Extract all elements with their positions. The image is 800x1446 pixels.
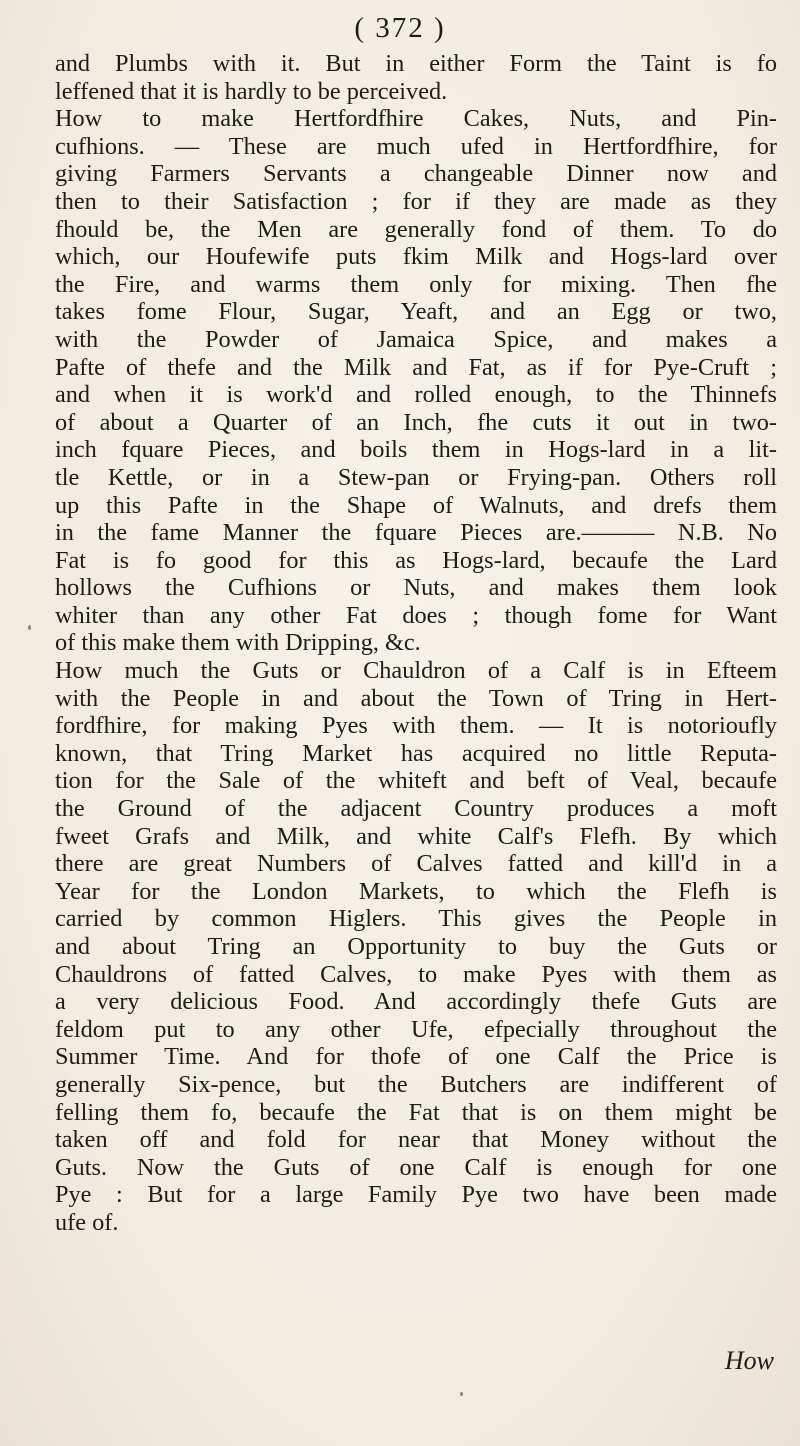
text-line: and about Tring an Opportunity to buy the Guts or	[55, 933, 777, 960]
text-line: taken off and fold for near that Money without the	[55, 1126, 777, 1154]
text-line: up this Pafte in the Shape of Walnuts, and drefs them	[55, 491, 777, 519]
text-line: takes fome Flour, Sugar, Yeaft, and an Egg or two,	[55, 298, 777, 326]
text-line: giving Farmers Servants a changeable Dinner now and	[55, 160, 777, 188]
text-line: which, our Houfewife puts fkim Milk and Hogs-lard over	[55, 243, 777, 271]
text-line: Fat is fo good for this as Hogs-lard, becaufe the Lard	[55, 546, 777, 574]
text-line: Pafte of thefe and the Milk and Fat, as if for Pye-Cruft ;	[55, 353, 777, 381]
paper-speck	[460, 1392, 463, 1396]
text-line: in the fame Manner the fquare Pieces are.——— N.B. No	[55, 519, 777, 547]
text-line: with the People in and about the Town of Tring in Hert-	[55, 684, 777, 712]
text-line: with the Powder of Jamaica Spice, and makes a	[55, 325, 777, 353]
text-line: whiter than any other Fat does ; though fome for Want	[55, 601, 777, 629]
text-line: carried by common Higlers. This gives the People in	[55, 905, 777, 933]
text-line: fhould be, the Men are generally fond of them. To do	[55, 215, 777, 243]
text-line: Chauldrons of fatted Calves, to make Pyes with them as	[55, 960, 777, 988]
text-line: the Fire, and warms them only for mixing. Then fhe	[55, 270, 777, 298]
text-line: Summer Time. And for thofe of one Calf the Price is	[55, 1043, 777, 1071]
text-line: of about a Quarter of an Inch, fhe cuts it out in two-	[55, 408, 777, 436]
text-line: How to make Hertfordfhire Cakes, Nuts, and Pin-	[55, 105, 777, 133]
text-line: there are great Numbers of Calves fatted and kill'd in a	[55, 850, 777, 878]
text-line: Year for the London Markets, to which the Flefh is	[55, 877, 777, 905]
text-line: and Plumbs with it. But in either Form the Taint is fo	[55, 50, 777, 77]
text-line: felling them fo, becaufe the Fat that is on them might be	[55, 1098, 777, 1126]
text-line: tion for the Sale of the whiteft and beft of Veal, becaufe	[55, 767, 777, 795]
text-line: hollows the Cufhions or Nuts, and makes them look	[55, 574, 777, 602]
paper-speck	[28, 625, 31, 630]
page-number: ( 372 )	[354, 12, 446, 44]
text-line: How much the Guts or Chauldron of a Calf is in Efteem	[55, 657, 777, 685]
text-line: a very delicious Food. And accordingly thefe Guts are	[55, 988, 777, 1016]
text-line: generally Six-pence, but the Butchers are indifferent of	[55, 1070, 777, 1098]
text-line: Pye : But for a large Family Pye two have been made	[55, 1181, 777, 1209]
text-line: cufhions. — These are much ufed in Hertfordfhire, for	[55, 132, 777, 160]
catchword: How	[724, 1346, 774, 1375]
text-line: fordfhire, for making Pyes with them. — It is notorioufly	[55, 712, 777, 740]
text-line: Guts. Now the Guts of one Calf is enough for one	[55, 1153, 777, 1181]
body-text	[55, 50, 777, 1237]
text-line: and when it is work'd and rolled enough, to the Thinnefs	[55, 381, 777, 409]
text-line: known, that Tring Market has acquired no little Reputa-	[55, 739, 777, 767]
text-line: inch fquare Pieces, and boils them in Hogs-lard in a lit-	[55, 436, 777, 464]
text-line: ufe of.	[55, 1208, 119, 1236]
text-line: the Ground of the adjacent Country produces a moft	[55, 795, 777, 823]
text-line: fweet Grafs and Milk, and white Calf's Flefh. By which	[55, 822, 777, 850]
text-line: leffened that it is hardly to be perceived.	[55, 77, 448, 105]
text-line: tle Kettle, or in a Stew-pan or Frying-pan. Others roll	[55, 463, 777, 491]
text-line: feldom put to any other Ufe, efpecially throughout the	[55, 1015, 777, 1043]
text-line: of this make them with Dripping, &c.	[55, 629, 421, 657]
text-line: then to their Satisfaction ; for if they are made as they	[55, 187, 777, 215]
